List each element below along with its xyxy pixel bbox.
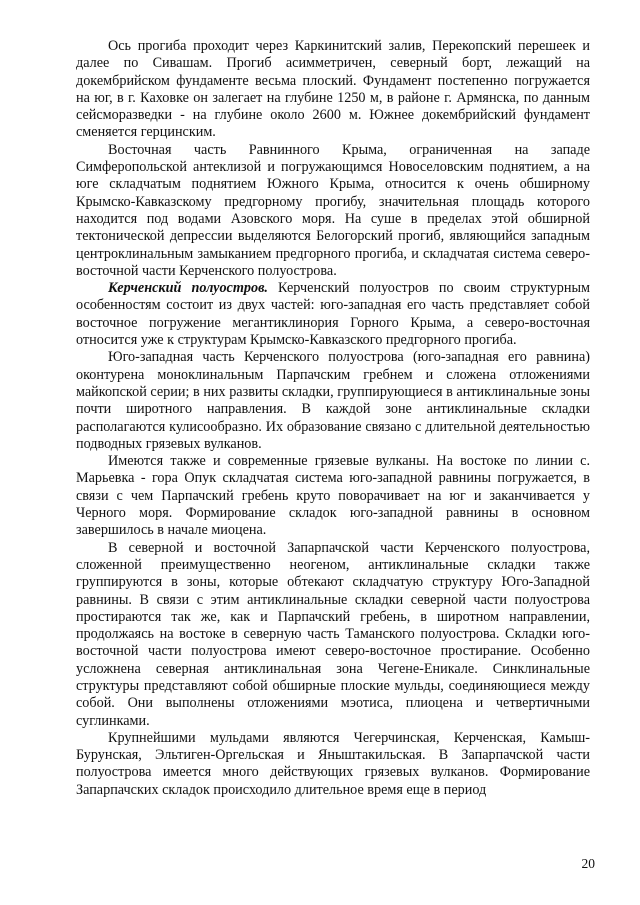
paragraph-kerch-peninsula [76,280,590,349]
document-page [76,38,590,799]
paragraph-southwest-part: Юго-западная часть Керченского полуострова (юго-западная его равнина) оконтурена моноклинальным Парпачским гребнем и сложена отложениями майкопской серии; в них развиты складки, группирующиеся в антиклинальные зоны почти широтного направления. В каждой зоне антиклинальные складки располагаются кулисообразно. Их образование связано с длительной деятельностью подводных грязевых вулканов. [76,349,590,452]
paragraph-zaparpach-part: В северной и восточной Запарпачской части Керченского полуострова, сложенной преимущественно неогеном, антиклинальные складки также группируются в зоны, которые обтекают складчатую структуру Юго-Западной равнины. В связи с этим антиклинальные складки северной части полуострова простираются так же, как и Парпачский гребень, в широтном направлении, продолжаясь на востоке в северную часть Таманского полуострова. Складки юго-восточной части полуострова имеют северо-восточное простирание. Особенно усложнена северная антиклинальная зона Чегене-Еникале. Синклинальные структуры представляют собой обширные плоские мульды, соединяющиеся между собой. Они выполнены отложениями мэотиса, плиоцена и четвертичными суглинками. [76,539,590,729]
paragraph-mud-volcanoes: Имеются также и современные грязевые вулканы. На востоке по линии с. Марьевка - гора Опук складчатая система юго-западной равнины погружается, в связи с чем Парпачский гребень круто поворачивает на юг и заканчивается у Черного моря. Формирование складок юго-западной равнины в основном завершилось в начале миоцена. [76,453,590,539]
section-title-kerch: Керченский полуостров. [108,280,268,297]
paragraph-kerch-text: Керченский полуостров по своим структурным особенностям состоит из двух частей: юго-западная его часть представляет собой восточное погружение мегантиклинория Горного Крыма, а северо-восточная относится уже к структурам Крымско-Кавказского предгорного прогиба. [76,280,590,349]
paragraph-largest-troughs: Крупнейшими мульдами являются Чегерчинская, Керченская, Камыш-Бурунская, Эльтиген-Оргельская и Яныштакильская. В Запарпачской части полуострова имеется много действующих грязевых вулканов. Формирование Запарпачских складок происходило длительное время еще в период [76,729,590,798]
paragraph-eastern-plain-crimea: Восточная часть Равнинного Крыма, ограниченная на западе Симферопольской антеклизой и погружающимся Новоселовским поднятием, а на юге складчатым поднятием Южного Крыма, относится к очень обширному Крымско-Кавказскому предгорному прогибу, значительная площадь которого находится под водами Азовского моря. На суше в пределах этой обширной тектонической депрессии выделяются Белогорский прогиб, являющийся западным центроклинальным замыканием предгорного прогиба, и складчатая система северо-восточной части Керченского полуострова. [76,141,590,279]
paragraph-trough-axis: Ось прогиба проходит через Каркинитский залив, Перекопский перешеек и далее по Сивашам. Прогиб асимметричен, северный борт, лежащий на докембрийском фундаменте весьма плоский. Фундамент постепенно погружается на юг, в г. Каховке он залегает на глубине 1250 м, в районе г. Армянска, по данным сейсморазведки - на глубине около 2600 м. Южнее докембрийский фундамент сменяется герцинским. [76,38,590,141]
page-number: 20 [581,856,595,871]
